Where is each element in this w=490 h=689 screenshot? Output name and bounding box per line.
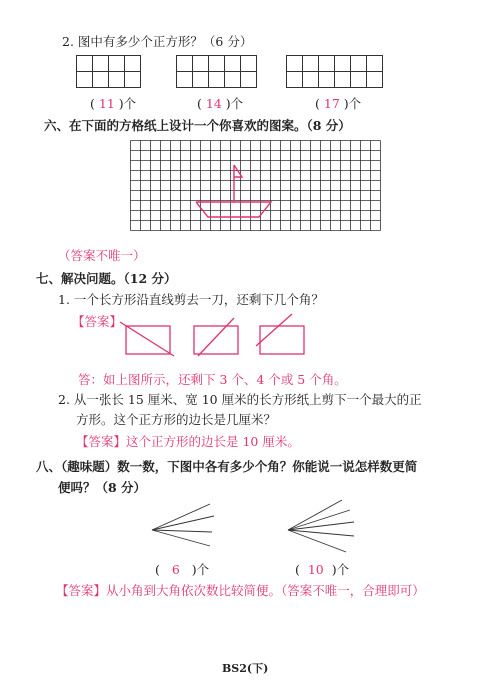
s8-answer-2: ( 10 )个 [295, 562, 350, 577]
angle-figure-2 [286, 498, 362, 558]
q2-answer-1-value: 11 [98, 96, 115, 111]
section-8-title-line2: 便吗？（8 分） [58, 480, 147, 495]
cut-rectangle-3 [254, 312, 314, 358]
section-6-answer-note: （答案不唯一） [58, 248, 146, 263]
section-6-title: 六、在下面的方格纸上设计一个你喜欢的图案。（8 分） [44, 118, 351, 133]
page-footer: BS2(下) [222, 662, 269, 675]
s7-p1-question: 1. 一个长方形沿直线剪去一刀，还剩下几个角？ [58, 292, 324, 307]
s7-p2-question-line2: 方形。这个正方形的边长是几厘米？ [76, 412, 277, 427]
q2-answer-2-value: 14 [205, 96, 222, 111]
s7-p2-answer: 【答案】这个正方形的边长是 10 厘米。 [76, 434, 300, 449]
q2-answer-2: ( 14 )个 [197, 96, 244, 111]
cut-rectangle-1 [118, 318, 178, 358]
q2-answer-3-value: 17 [323, 96, 340, 111]
q2-answer-3: ( 17 )个 [315, 96, 362, 111]
angle-figure-1 [150, 502, 220, 552]
boat-hull [196, 202, 271, 217]
s8-answer-1: ( 6 )个 [155, 562, 210, 577]
cut-rectangle-2 [188, 316, 248, 358]
grid-figure-2 [176, 55, 258, 89]
section-7-title: 七、解决问题。（12 分） [36, 271, 177, 286]
s7-p1-answer-tag: 【答案】 [72, 314, 123, 329]
s8-answer-2-value: 10 [307, 562, 324, 577]
s7-p1-answer-text: 答：如上图所示，还剩下 3 个、4 个或 5 个角。 [78, 372, 347, 387]
section-8-title-line1: 八、（趣味题）数一数，下图中各有多少个角？你能说一说怎样数更简 [36, 459, 418, 474]
q2-title: 2. 图中有多少个正方形？（6 分） [62, 34, 253, 49]
grid-figure-3 [286, 55, 384, 89]
boat-drawing [196, 165, 271, 217]
q2-answer-1: ( 11 )个 [90, 96, 137, 111]
s8-answer-1-value: 6 [171, 562, 180, 577]
s8-answer: 【答案】从小角到大角依次数比较简便。（答案不唯一，合理即可） [56, 583, 425, 598]
s7-p2-question-line1: 2. 从一张长 15 厘米、宽 10 厘米的长方形纸上剪下一个最大的正 [58, 392, 422, 407]
grid-figure-1 [76, 55, 142, 89]
design-grid [130, 140, 381, 232]
